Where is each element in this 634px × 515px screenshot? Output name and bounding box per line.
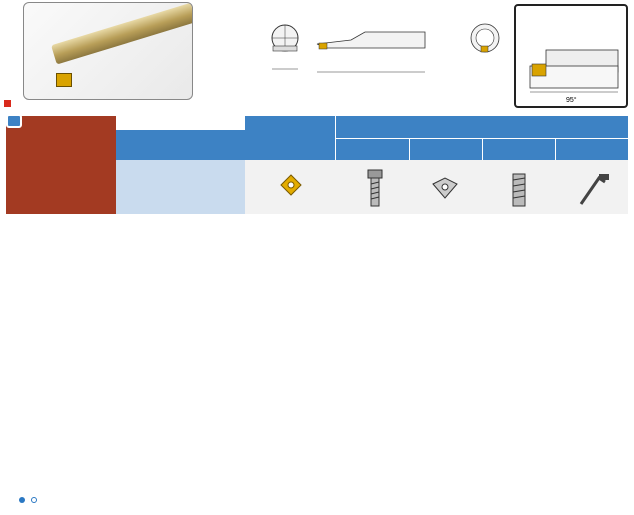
- in-stock-dot-icon: [19, 497, 25, 503]
- column-label-row: [116, 160, 245, 214]
- boring-bar-image: [51, 2, 193, 65]
- shim-header: [410, 139, 482, 160]
- stock-header: [116, 130, 140, 160]
- shim-screw-header: [483, 139, 555, 160]
- non-stock-dot-icon: [31, 497, 37, 503]
- torx-key-header: [556, 139, 628, 160]
- insert-header: [245, 116, 335, 160]
- sclcr-type-box: [514, 4, 628, 108]
- sclcr-geometry-icon: [516, 28, 626, 108]
- ordering-code-header: [6, 116, 116, 214]
- blue-tab-icon: [6, 114, 22, 128]
- red-marker: [4, 100, 11, 107]
- clamp-screw-header: [336, 139, 409, 160]
- svg-text:95°: 95°: [566, 97, 577, 104]
- footer-legend: [8, 495, 37, 504]
- clamp-screw-icon: [360, 166, 390, 210]
- shim-screw-icon: [505, 170, 533, 210]
- dimension-header: [140, 130, 245, 160]
- product-photo: [23, 2, 193, 100]
- insert-image: [56, 73, 72, 87]
- shim-icon: [430, 176, 460, 202]
- spare-groups: [245, 214, 628, 492]
- spare-parts-header: [336, 116, 628, 138]
- insert-icon: [278, 172, 304, 198]
- technical-drawing: [255, 14, 505, 98]
- torx-key-icon: [575, 168, 611, 210]
